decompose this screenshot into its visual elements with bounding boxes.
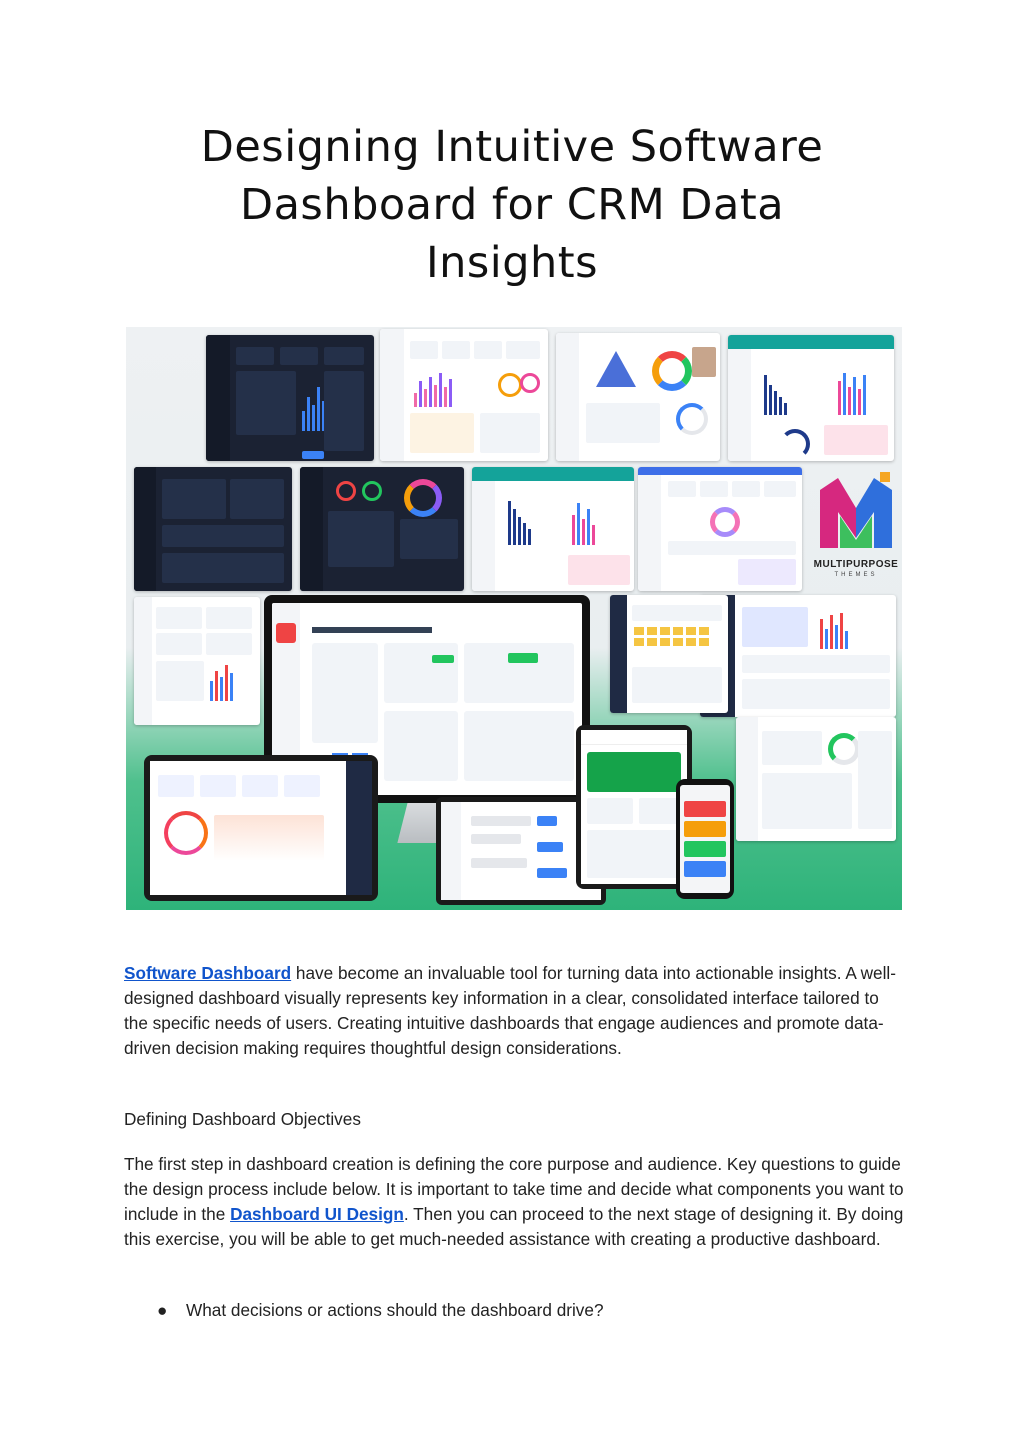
dashboard-thumb-teal-2 bbox=[472, 467, 634, 591]
phone-mockup bbox=[676, 779, 734, 899]
paragraph-objectives-text-1: The first step in dashboard creation is defining the core purpose and audience. Key questions to guide the design process include below. It is important to take time and decide what components you want to include in the bbox=[124, 1154, 904, 1224]
hero-dashboard-collage bbox=[126, 327, 902, 910]
title-line-1: Designing Intuitive Software bbox=[200, 122, 824, 172]
paragraph-intro bbox=[124, 961, 904, 1061]
dashboard-thumb-light-3 bbox=[134, 597, 260, 725]
logo-subtext: THEMES bbox=[834, 572, 878, 578]
page-title bbox=[0, 118, 1024, 292]
title-line-3: Insights bbox=[425, 238, 599, 288]
dashboard-thumb-classroom bbox=[610, 595, 728, 713]
bullet-text: What decisions or actions should the dashboard drive? bbox=[186, 1300, 604, 1320]
laptop-mockup bbox=[144, 755, 378, 901]
dashboard-thumb-light-4 bbox=[700, 595, 896, 717]
dashboard-thumb-teal-1 bbox=[728, 335, 894, 461]
multipurpose-themes-logo bbox=[810, 468, 902, 588]
dashboard-thumb-dark-3 bbox=[300, 467, 464, 591]
multipurpose-logo-icon bbox=[810, 468, 902, 554]
tablet-portrait-mockup bbox=[576, 725, 692, 889]
title-line-2: Dashboard for CRM Data bbox=[239, 180, 785, 230]
dashboard-thumb-crm-1 bbox=[556, 333, 720, 461]
section-heading: Defining Dashboard Objectives bbox=[124, 1109, 361, 1129]
dashboard-thumb-light-5 bbox=[736, 717, 896, 841]
paragraph-objectives-text-2: . Then you can proceed to the next stage of designing it. By doing this exercise, you will be able to get much-needed assistance with creating a productive dashboard. bbox=[124, 1204, 904, 1249]
dashboard-thumb-dark-1 bbox=[206, 335, 374, 461]
dashboard-ui-design-link[interactable]: Dashboard UI Design bbox=[230, 1204, 404, 1224]
paragraph-objectives bbox=[124, 1152, 904, 1252]
logo-text: MULTIPURPOSE bbox=[813, 559, 899, 570]
dashboard-thumb-light-1 bbox=[380, 329, 548, 461]
paragraph-intro-text: have become an invaluable tool for turning data into actionable insights. A well-designed dashboard visually represents key information in a clear, consolidated interface tailored to the specific needs of users. Creating intuitive dashboards that engage audiences and promote data-driven decision making requires thoughtful design considerations. bbox=[124, 963, 896, 1058]
software-dashboard-link[interactable]: Software Dashboard bbox=[124, 963, 292, 983]
dashboard-thumb-light-2 bbox=[638, 467, 802, 591]
dashboard-thumb-dark-2 bbox=[134, 467, 292, 591]
bullet-marker: ● bbox=[157, 1300, 168, 1320]
